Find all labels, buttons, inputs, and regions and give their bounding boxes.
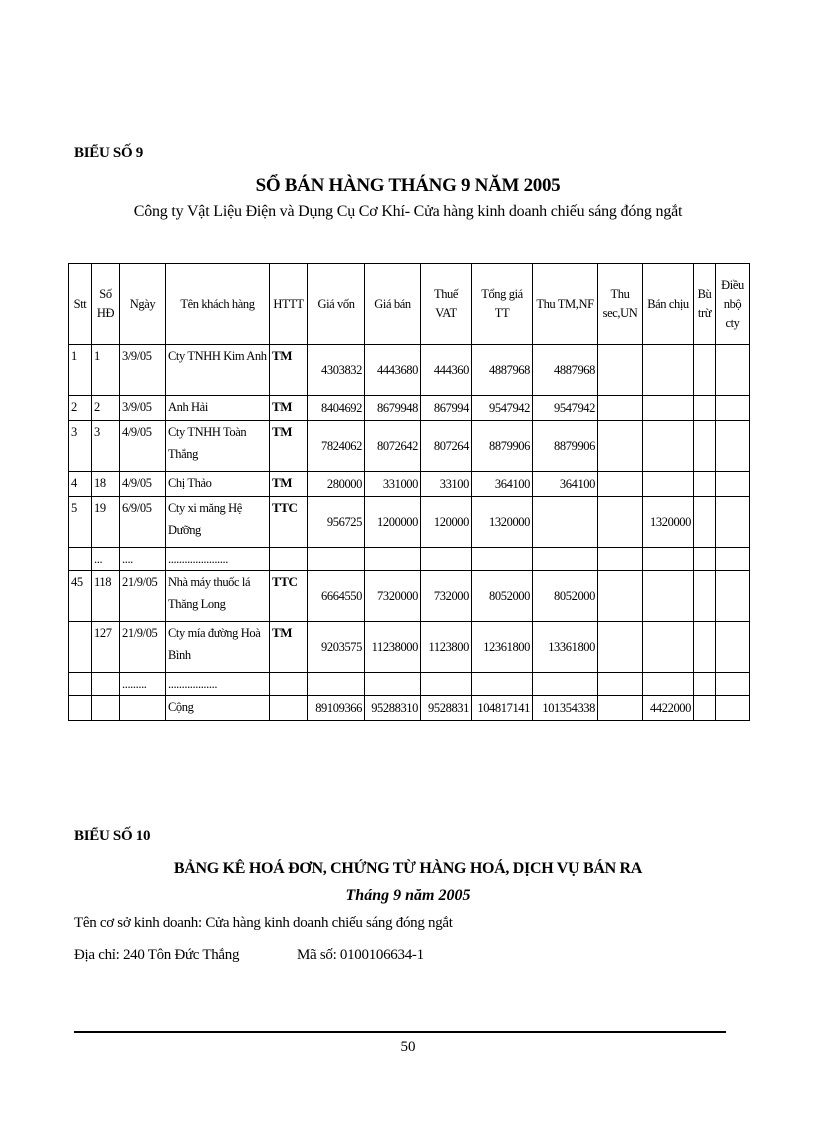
table-cell-ten-khach-hang: Cty xi măng Hệ Dưỡng: [166, 497, 270, 548]
table-cell-ten-khach-hang: Cty TNHH Kim Anh: [166, 345, 270, 396]
table-cell-thue-vat: 120000: [421, 497, 472, 548]
table-cell-stt: [69, 696, 92, 721]
table-cell-so-hd: 127: [92, 622, 120, 673]
table-cell-ban-chiu: [643, 673, 694, 696]
table-cell-gia-von: 6664550: [308, 571, 365, 622]
table-cell-thu-tm-nf: [533, 497, 598, 548]
table-cell-ngay: 21/9/05: [120, 571, 166, 622]
table-cell-thu-sec-un: [598, 472, 643, 497]
section-label-bieu-10: BIỂU SỐ 10: [74, 828, 151, 844]
table-cell-ngay: ....: [120, 548, 166, 571]
table-row: [69, 472, 750, 497]
table-cell-thu-sec-un: [598, 696, 643, 721]
table-cell-thu-sec-un: [598, 497, 643, 548]
table-cell-bu-tru: [694, 571, 716, 622]
table-cell-thu-sec-un: [598, 421, 643, 472]
column-header-ten-khach-hang: Tên khách hàng: [166, 264, 270, 345]
table-cell-ban-chiu: 1320000: [643, 497, 694, 548]
table-cell-so-hd: 19: [92, 497, 120, 548]
table-cell-ten-khach-hang: Nhà máy thuốc lá Thăng Long: [166, 571, 270, 622]
table-cell-stt: [69, 548, 92, 571]
table-cell-ten-khach-hang: Cty TNHH Toàn Thắng: [166, 421, 270, 472]
sales-ledger-table: [68, 263, 750, 721]
table-cell-gia-ban: 8679948: [365, 396, 421, 421]
table-cell-gia-von: 956725: [308, 497, 365, 548]
table-row: [69, 622, 750, 673]
table-cell-ngay: .........: [120, 673, 166, 696]
table-cell-dieu-nbo-cty: [716, 696, 750, 721]
table-cell-ban-chiu: [643, 345, 694, 396]
column-header-stt: Stt: [69, 264, 92, 345]
column-header-thu-tm-nf: Thu TM,NF: [533, 264, 598, 345]
table-cell-ngay: 4/9/05: [120, 472, 166, 497]
business-address: Địa chỉ: 240 Tôn Đức Thắng: [74, 947, 240, 963]
table-cell-ngay: [120, 696, 166, 721]
table-cell-so-hd: [92, 673, 120, 696]
table-cell-gia-von: [308, 673, 365, 696]
table-cell-thue-vat: 33100: [421, 472, 472, 497]
table-cell-ten-khach-hang: Chị Thảo: [166, 472, 270, 497]
table-cell-bu-tru: [694, 673, 716, 696]
table-cell-ban-chiu: [643, 548, 694, 571]
tax-code: Mã số: 0100106634-1: [297, 947, 424, 963]
table-cell-bu-tru: [694, 345, 716, 396]
column-header-so-hd: Số HĐ: [92, 264, 120, 345]
table-cell-httt: TTC: [270, 497, 308, 548]
table-cell-thu-tm-nf: [533, 548, 598, 571]
table-cell-thu-tm-nf: 364100: [533, 472, 598, 497]
table-row: [69, 345, 750, 396]
column-header-ban-chiu: Bán chịu: [643, 264, 694, 345]
table-cell-dieu-nbo-cty: [716, 673, 750, 696]
table-row: [69, 571, 750, 622]
table-cell-gia-ban: 1200000: [365, 497, 421, 548]
page-number: 50: [400, 1039, 416, 1055]
table-cell-bu-tru: [694, 396, 716, 421]
table-cell-httt: [270, 548, 308, 571]
table-cell-dieu-nbo-cty: [716, 571, 750, 622]
table-cell-ngay: 3/9/05: [120, 396, 166, 421]
table-cell-httt: TM: [270, 345, 308, 396]
table-cell-dieu-nbo-cty: [716, 497, 750, 548]
table-cell-gia-ban: 331000: [365, 472, 421, 497]
table-cell-tong-gia-tt: 9547942: [472, 396, 533, 421]
table-row: [69, 548, 750, 571]
table-cell-tong-gia-tt: 12361800: [472, 622, 533, 673]
table-cell-stt: 5: [69, 497, 92, 548]
column-header-gia-ban: Giá bán: [365, 264, 421, 345]
table-cell-so-hd: 3: [92, 421, 120, 472]
table-cell-bu-tru: [694, 497, 716, 548]
table-cell-ngay: 6/9/05: [120, 497, 166, 548]
table-cell-httt: TM: [270, 396, 308, 421]
table-cell-so-hd: 118: [92, 571, 120, 622]
table-cell-ban-chiu: [643, 622, 694, 673]
table-cell-stt: 45: [69, 571, 92, 622]
table-cell-gia-von: 89109366: [308, 696, 365, 721]
table-cell-thu-sec-un: [598, 548, 643, 571]
table-cell-thue-vat: 1123800: [421, 622, 472, 673]
table-cell-ngay: 4/9/05: [120, 421, 166, 472]
table-cell-bu-tru: [694, 421, 716, 472]
table-cell-so-hd: 1: [92, 345, 120, 396]
invoice-list-title: BẢNG KÊ HOÁ ĐƠN, CHỨNG TỪ HÀNG HOÁ, DỊCH VỤ BÁN RA: [173, 860, 643, 877]
table-cell-thue-vat: 9528831: [421, 696, 472, 721]
table-cell-gia-von: 280000: [308, 472, 365, 497]
table-cell-gia-ban: 8072642: [365, 421, 421, 472]
table-row: [69, 696, 750, 721]
ledger-title: SỔ BÁN HÀNG THÁNG 9 NĂM 2005: [255, 175, 561, 196]
table-cell-tong-gia-tt: 4887968: [472, 345, 533, 396]
table-cell-dieu-nbo-cty: [716, 472, 750, 497]
table-cell-tong-gia-tt: 104817141: [472, 696, 533, 721]
table-cell-dieu-nbo-cty: [716, 548, 750, 571]
table-cell-thu-tm-nf: 101354338: [533, 696, 598, 721]
table-cell-thue-vat: [421, 673, 472, 696]
table-cell-thu-sec-un: [598, 571, 643, 622]
table-cell-so-hd: ...: [92, 548, 120, 571]
table-cell-httt: TM: [270, 421, 308, 472]
table-cell-stt: 1: [69, 345, 92, 396]
table-cell-gia-ban: [365, 673, 421, 696]
table-cell-gia-von: [308, 548, 365, 571]
table-cell-thue-vat: 867994: [421, 396, 472, 421]
table-cell-stt: [69, 673, 92, 696]
table-cell-tong-gia-tt: [472, 548, 533, 571]
section-label-bieu-9: BIỂU SỐ 9: [74, 145, 143, 161]
table-row: [69, 396, 750, 421]
invoice-list-period: Tháng 9 năm 2005: [345, 887, 471, 904]
table-cell-stt: 3: [69, 421, 92, 472]
column-header-gia-von: Giá vốn: [308, 264, 365, 345]
table-cell-tong-gia-tt: 364100: [472, 472, 533, 497]
table-cell-dieu-nbo-cty: [716, 396, 750, 421]
table-cell-bu-tru: [694, 622, 716, 673]
table-cell-thu-sec-un: [598, 673, 643, 696]
table-cell-bu-tru: [694, 548, 716, 571]
column-header-bu-tru: Bù trừ: [694, 264, 716, 345]
table-row: [69, 673, 750, 696]
table-cell-ngay: 3/9/05: [120, 345, 166, 396]
table-cell-stt: 2: [69, 396, 92, 421]
table-cell-httt: TM: [270, 472, 308, 497]
table-cell-httt: [270, 673, 308, 696]
table-cell-dieu-nbo-cty: [716, 622, 750, 673]
table-cell-ten-khach-hang: Anh Hải: [166, 396, 270, 421]
table-cell-tong-gia-tt: [472, 673, 533, 696]
table-cell-ten-khach-hang: ..................: [166, 673, 270, 696]
table-cell-ban-chiu: 4422000: [643, 696, 694, 721]
table-header-row: [69, 264, 750, 345]
table-row: [69, 421, 750, 472]
table-cell-so-hd: [92, 696, 120, 721]
table-cell-thu-sec-un: [598, 345, 643, 396]
table-cell-dieu-nbo-cty: [716, 421, 750, 472]
table-cell-tong-gia-tt: 8052000: [472, 571, 533, 622]
column-header-tong-gia-tt: Tổng giá TT: [472, 264, 533, 345]
table-cell-bu-tru: [694, 472, 716, 497]
table-cell-gia-ban: [365, 548, 421, 571]
table-cell-thue-vat: 732000: [421, 571, 472, 622]
column-header-ngay: Ngày: [120, 264, 166, 345]
column-header-httt: HTTT: [270, 264, 308, 345]
table-cell-thu-tm-nf: 8879906: [533, 421, 598, 472]
ledger-subtitle: Công ty Vật Liệu Điện và Dụng Cụ Cơ Khí- Cửa hàng kinh doanh chiếu sáng đóng ngắt: [133, 203, 683, 220]
table-cell-gia-von: 4303832: [308, 345, 365, 396]
table-cell-bu-tru: [694, 696, 716, 721]
table-cell-thu-tm-nf: 9547942: [533, 396, 598, 421]
table-row: [69, 497, 750, 548]
table-cell-thue-vat: 807264: [421, 421, 472, 472]
table-cell-so-hd: 18: [92, 472, 120, 497]
table-cell-gia-ban: 95288310: [365, 696, 421, 721]
table-cell-thu-tm-nf: 8052000: [533, 571, 598, 622]
table-cell-thue-vat: [421, 548, 472, 571]
column-header-thue-vat: Thuế VAT: [421, 264, 472, 345]
table-cell-thu-tm-nf: 4887968: [533, 345, 598, 396]
table-cell-stt: [69, 622, 92, 673]
footer-rule: [74, 1031, 726, 1033]
table-cell-gia-ban: 4443680: [365, 345, 421, 396]
table-cell-ban-chiu: [643, 421, 694, 472]
table-cell-httt: TTC: [270, 571, 308, 622]
table-cell-ban-chiu: [643, 396, 694, 421]
table-cell-ban-chiu: [643, 571, 694, 622]
table-cell-tong-gia-tt: 1320000: [472, 497, 533, 548]
table-cell-so-hd: 2: [92, 396, 120, 421]
table-cell-ten-khach-hang: Cty mía đường Hoà Bình: [166, 622, 270, 673]
table-cell-gia-von: 8404692: [308, 396, 365, 421]
table-cell-gia-ban: 11238000: [365, 622, 421, 673]
table-cell-tong-gia-tt: 8879906: [472, 421, 533, 472]
table-cell-ten-khach-hang: ......................: [166, 548, 270, 571]
table-cell-thu-sec-un: [598, 396, 643, 421]
column-header-thu-sec-un: Thu sec,UN: [598, 264, 643, 345]
table-cell-dieu-nbo-cty: [716, 345, 750, 396]
table-cell-httt: [270, 696, 308, 721]
table-cell-ngay: 21/9/05: [120, 622, 166, 673]
table-cell-thue-vat: 444360: [421, 345, 472, 396]
table-cell-gia-von: 9203575: [308, 622, 365, 673]
table-cell-ten-khach-hang: Cộng: [166, 696, 270, 721]
table-cell-thu-tm-nf: [533, 673, 598, 696]
table-cell-thu-tm-nf: 13361800: [533, 622, 598, 673]
column-header-dieu-nbo-cty: Điều nbộ cty: [716, 264, 750, 345]
table-cell-gia-von: 7824062: [308, 421, 365, 472]
table-cell-stt: 4: [69, 472, 92, 497]
table-cell-httt: TM: [270, 622, 308, 673]
business-name: Tên cơ sở kinh doanh: Cửa hàng kinh doanh chiếu sáng đóng ngắt: [74, 915, 453, 931]
table-cell-gia-ban: 7320000: [365, 571, 421, 622]
table-cell-ban-chiu: [643, 472, 694, 497]
table-cell-thu-sec-un: [598, 622, 643, 673]
